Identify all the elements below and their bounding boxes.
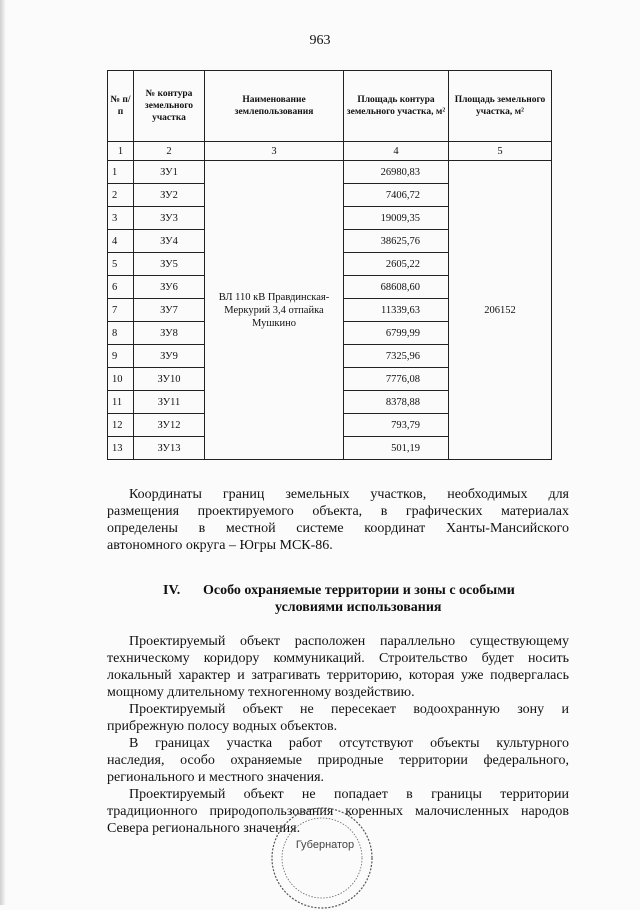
contour-cell: ЗУ9 <box>134 345 205 368</box>
land-plots-table <box>107 70 552 460</box>
text-line: мощному длительному техногенному воздействию. <box>107 685 415 700</box>
section-number: IV. <box>163 583 181 598</box>
contour-area-cell: 501,19 <box>344 437 449 460</box>
row-num-cell: 10 <box>108 368 134 391</box>
text-line: Проектируемый объект не попадает в границы территории <box>129 787 569 802</box>
header-num: № п/п <box>108 71 134 142</box>
row-num-cell: 12 <box>108 414 134 437</box>
contour-area-cell: 38625,76 <box>344 230 449 253</box>
contour-area-cell: 793,79 <box>344 414 449 437</box>
contour-cell: ЗУ8 <box>134 322 205 345</box>
total-area-cell: 206152 <box>449 161 552 460</box>
contour-cell: ЗУ3 <box>134 207 205 230</box>
row-num-cell: 9 <box>108 345 134 368</box>
contour-cell: ЗУ12 <box>134 414 205 437</box>
official-seal <box>267 800 377 910</box>
contour-area-cell: 8378,88 <box>344 391 449 414</box>
section-title-line1: Особо охраняемые территории и зоны с особыми <box>203 583 515 598</box>
contour-area-cell: 7325,96 <box>344 345 449 368</box>
text-line: Севера регионального значения. <box>107 821 301 836</box>
text-line: В границах участка работ отсутствуют объекты культурного <box>129 736 569 751</box>
contour-cell: ЗУ5 <box>134 253 205 276</box>
contour-area-cell: 26980,83 <box>344 161 449 184</box>
row-num-cell: 11 <box>108 391 134 414</box>
contour-area-cell: 6799,99 <box>344 322 449 345</box>
text-line: Проектируемый объект не пересекает водоохранную зону и <box>129 702 569 717</box>
index-cell: 5 <box>449 142 552 161</box>
row-num-cell: 4 <box>108 230 134 253</box>
text-line: прибрежную полосу водных объектов. <box>107 719 338 734</box>
scan-edge <box>0 0 6 905</box>
section-title-line2: условиями использования <box>275 600 442 615</box>
contour-cell: ЗУ7 <box>134 299 205 322</box>
index-cell: 3 <box>205 142 344 161</box>
contour-area-cell: 7776,08 <box>344 368 449 391</box>
text-line: техническому коридору коммуникаций. Строительство будет носить <box>107 651 569 666</box>
index-cell: 2 <box>134 142 205 161</box>
coordinates-paragraph <box>107 486 569 554</box>
text-line: традиционного природопользования коренных малочисленных народов <box>107 804 569 819</box>
index-cell: 1 <box>108 142 134 161</box>
contour-cell: ЗУ10 <box>134 368 205 391</box>
header-contour: № контура земельного участка <box>134 71 205 142</box>
seal-text: Губернатор <box>295 839 355 851</box>
row-num-cell: 5 <box>108 253 134 276</box>
row-num-cell: 1 <box>108 161 134 184</box>
text-line: локальный характер и затрагивать территорию, которая уже подвергалась <box>107 668 569 683</box>
contour-area-cell: 11339,63 <box>344 299 449 322</box>
row-num-cell: 6 <box>108 276 134 299</box>
header-plot-area: Площадь земельного участка, м² <box>449 71 552 142</box>
header-contour-area: Площадь контура земельного участка, м² <box>344 71 449 142</box>
text-line: регионального и местного значения. <box>107 770 325 785</box>
row-num-cell: 13 <box>108 437 134 460</box>
contour-area-cell: 19009,35 <box>344 207 449 230</box>
contour-cell: ЗУ4 <box>134 230 205 253</box>
contour-area-cell: 7406,72 <box>344 184 449 207</box>
header-name: Наименование землепользования <box>205 71 344 142</box>
contour-cell: ЗУ11 <box>134 391 205 414</box>
table-header-row <box>108 71 552 142</box>
page-number: 963 <box>309 33 331 48</box>
contour-area-cell: 2605,22 <box>344 253 449 276</box>
text-line: определены в местной системе координат Ханты-Мансийского <box>107 521 569 536</box>
text-line: наследия, особо охраняемые природные территории федерального, <box>107 753 569 768</box>
text-line: Координаты границ земельных участков, необходимых для <box>129 487 569 502</box>
land-use-name-cell: ВЛ 110 кВ Правдинская-Меркурий 3,4 отпайка Мушкино <box>205 161 344 460</box>
text-line: Проектируемый объект расположен параллельно существующему <box>129 634 569 649</box>
table-row <box>108 161 552 184</box>
contour-cell: ЗУ6 <box>134 276 205 299</box>
index-cell: 4 <box>344 142 449 161</box>
section-heading <box>107 582 569 616</box>
contour-cell: ЗУ2 <box>134 184 205 207</box>
text-line: автономного округа – Югры МСК-86. <box>107 538 333 553</box>
contour-cell: ЗУ13 <box>134 437 205 460</box>
row-num-cell: 2 <box>108 184 134 207</box>
contour-cell: ЗУ1 <box>134 161 205 184</box>
contour-area-cell: 68608,60 <box>344 276 449 299</box>
row-num-cell: 8 <box>108 322 134 345</box>
row-num-cell: 3 <box>108 207 134 230</box>
row-num-cell: 7 <box>108 299 134 322</box>
column-index-row <box>108 142 552 161</box>
text-line: размещения проектируемого объекта, в графических материалах <box>107 504 569 519</box>
